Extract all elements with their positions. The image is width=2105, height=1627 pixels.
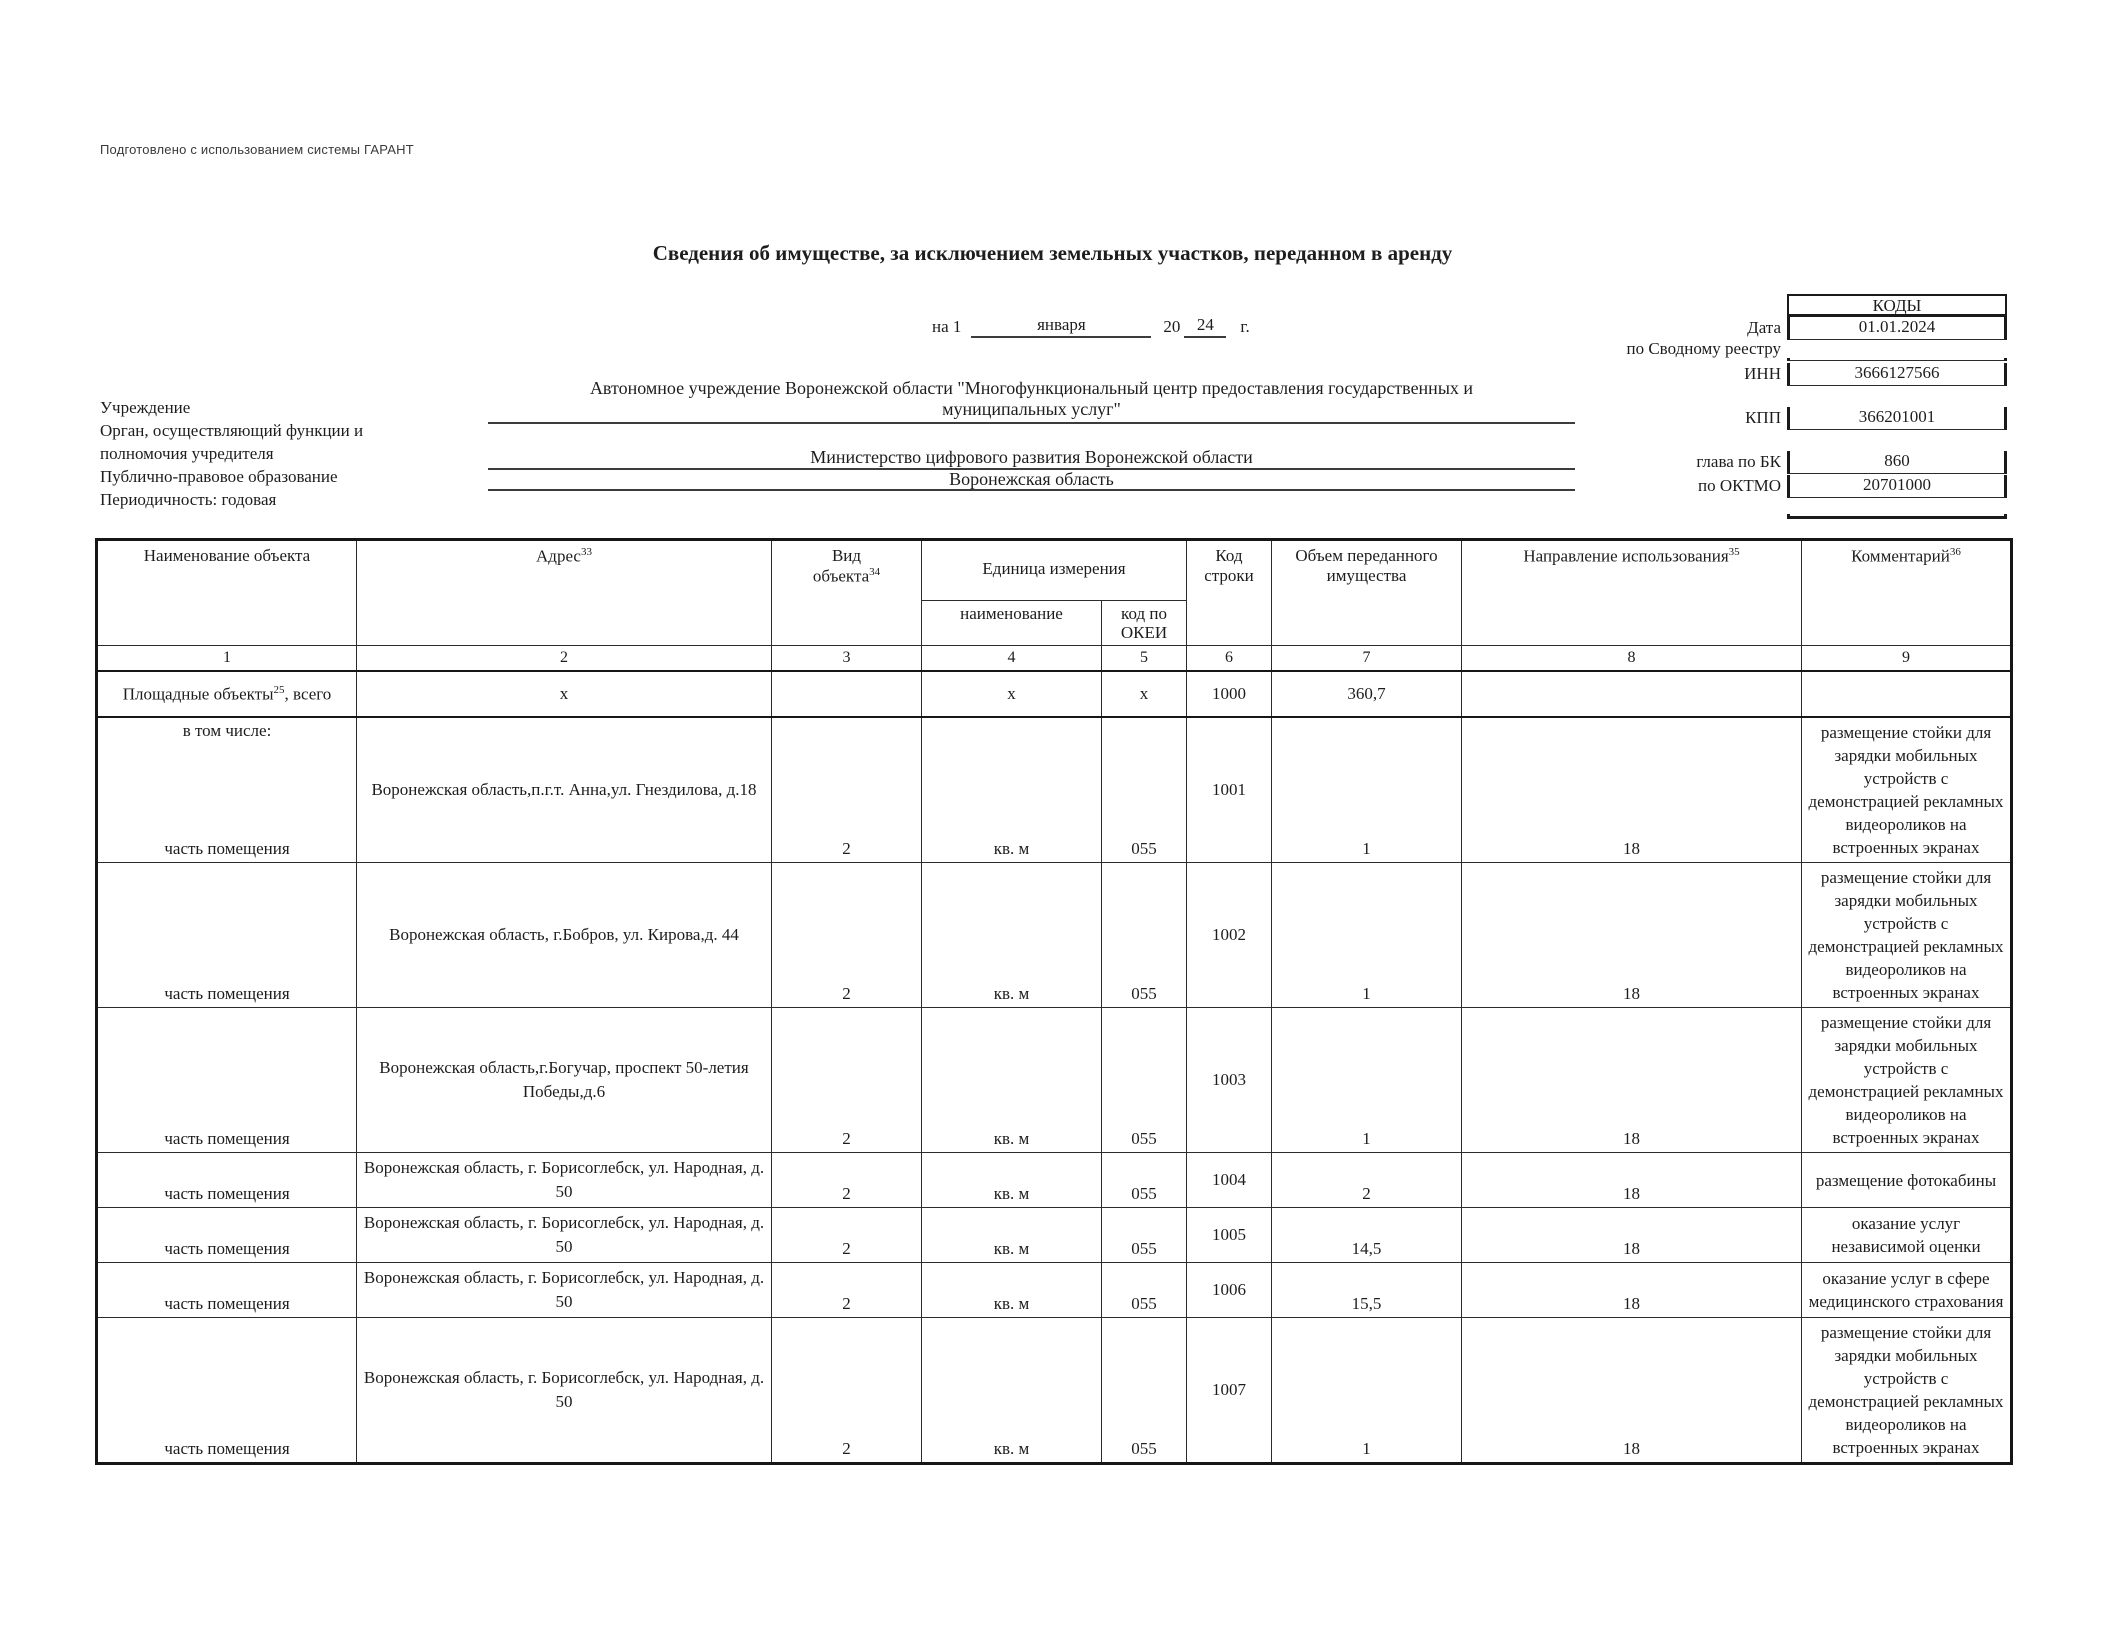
cell-code: 1006 xyxy=(1187,1263,1272,1318)
cell-comment: размещение фотокабины xyxy=(1802,1153,2012,1208)
codes-row-label: КПП xyxy=(1745,408,1781,427)
codes-row-value: 860 xyxy=(1787,451,2007,474)
founder-body-value: Министерство цифрового развития Воронежской области xyxy=(488,447,1575,470)
cell-summary-code: 1000 xyxy=(1187,671,1272,717)
label-periodicity: Периодичность: годовая xyxy=(100,490,277,509)
cell-name: часть помещения xyxy=(97,1008,357,1153)
cell-volume: 1 xyxy=(1272,1008,1462,1153)
cell-address: Воронежская область,п.г.т. Анна,ул. Гнездилова, д.18 xyxy=(357,717,772,863)
cell-kind: 2 xyxy=(772,1318,922,1464)
col-header-comment: Комментарий$^{36}$ xyxy=(1802,540,2012,646)
cell-summary-name: Площадные объекты$^{25}$, всего xyxy=(97,671,357,717)
cell-volume: 2 xyxy=(1272,1153,1462,1208)
col-header-unit-okei: код по ОКЕИ xyxy=(1102,601,1187,646)
column-number: 2 xyxy=(357,646,772,672)
cell-volume: 1 xyxy=(1272,863,1462,1008)
cell-summary-address: х xyxy=(357,671,772,717)
footnote-25: 25 xyxy=(273,683,285,696)
page-title: Сведения об имуществе, за исключением земельных участков, переданном в аренду xyxy=(652,241,1453,265)
cell-summary-comment xyxy=(1802,671,2012,717)
cell-summary-kind xyxy=(772,671,922,717)
codes-row-value: 20701000 xyxy=(1787,475,2007,498)
cell-okei: 055 xyxy=(1102,1318,1187,1464)
table-row xyxy=(97,1153,2012,1208)
column-numbers-row xyxy=(97,646,2012,672)
cell-name: часть помещения xyxy=(97,1263,357,1318)
column-number: 5 xyxy=(1102,646,1187,672)
cell-direction: 18 xyxy=(1462,863,1802,1008)
footnote-36: 36 xyxy=(1949,546,1961,558)
cell-okei: 055 xyxy=(1102,1153,1187,1208)
cell-okei: 055 xyxy=(1102,1008,1187,1153)
cell-direction: 18 xyxy=(1462,1318,1802,1464)
cell-direction: 18 xyxy=(1462,717,1802,863)
cell-address: Воронежская область, г.Бобров, ул. Кирова,д. 44 xyxy=(357,863,772,1008)
row-name: часть помещения xyxy=(164,839,290,858)
date-prefix: на 1 xyxy=(932,317,962,336)
table-row xyxy=(97,1318,2012,1464)
cell-name xyxy=(97,717,357,863)
codes-row-value xyxy=(1787,358,2007,361)
cell-direction: 18 xyxy=(1462,1153,1802,1208)
col-header-row-code: Код строки xyxy=(1187,540,1272,646)
cell-volume: 1 xyxy=(1272,1318,1462,1464)
cell-comment: размещение стойки для зарядки мобильных устройств с демонстрацией рекламных видеороликов на встроенных экранах xyxy=(1802,717,2012,863)
codes-row-label: по Сводному реестру xyxy=(1626,339,1781,358)
cell-unit: кв. м xyxy=(922,1208,1102,1263)
codes-row xyxy=(1200,317,2007,340)
table-header xyxy=(97,540,2012,672)
main-table-wrap xyxy=(95,538,2013,1465)
cell-kind: 2 xyxy=(772,1008,922,1153)
cell-name: часть помещения xyxy=(97,1318,357,1464)
codes-row-label: ИНН xyxy=(1744,364,1781,383)
table-row xyxy=(97,717,2012,863)
cell-summary-okei: х xyxy=(1102,671,1187,717)
column-number: 3 xyxy=(772,646,922,672)
col-header-unit-group: Единица измерения xyxy=(922,540,1187,601)
cell-direction: 18 xyxy=(1462,1263,1802,1318)
footnote-33: 33 xyxy=(580,546,592,558)
cell-name: часть помещения xyxy=(97,863,357,1008)
cell-unit: кв. м xyxy=(922,1008,1102,1153)
column-number: 6 xyxy=(1187,646,1272,672)
cell-address: Воронежская область, г. Борисоглебск, ул. Народная, д. 50 xyxy=(357,1153,772,1208)
cell-okei: 055 xyxy=(1102,863,1187,1008)
cell-unit: кв. м xyxy=(922,863,1102,1008)
cell-address: Воронежская область, г. Борисоглебск, ул. Народная, д. 50 xyxy=(357,1318,772,1464)
codes-row-value xyxy=(1787,514,2007,519)
col-header-unit-name: наименование xyxy=(922,601,1102,646)
column-number: 1 xyxy=(97,646,357,672)
cell-direction: 18 xyxy=(1462,1008,1802,1153)
table-row xyxy=(97,863,2012,1008)
cell-kind: 2 xyxy=(772,1153,922,1208)
info-labels xyxy=(100,396,395,511)
codes-row-value: 3666127566 xyxy=(1787,363,2007,386)
cell-comment: размещение стойки для зарядки мобильных устройств с демонстрацией рекламных видеороликов на встроенных экранах xyxy=(1802,1008,2012,1153)
cell-name: часть помещения xyxy=(97,1208,357,1263)
cell-summary-unit: х xyxy=(922,671,1102,717)
cell-address: Воронежская область,г.Богучар, проспект 50-летия Победы,д.6 xyxy=(357,1008,772,1153)
date-year-underline: 24 xyxy=(1184,315,1226,338)
codes-row-label: Дата xyxy=(1747,318,1781,337)
cell-code: 1003 xyxy=(1187,1008,1272,1153)
cell-unit: кв. м xyxy=(922,1153,1102,1208)
column-number: 7 xyxy=(1272,646,1462,672)
cell-code: 1001 xyxy=(1187,717,1272,863)
cell-volume: 1 xyxy=(1272,717,1462,863)
cell-okei: 055 xyxy=(1102,1208,1187,1263)
cell-code: 1007 xyxy=(1187,1318,1272,1464)
cell-kind: 2 xyxy=(772,1208,922,1263)
col-header-address: Адрес$^{33}$ xyxy=(357,540,772,646)
table-row xyxy=(97,1208,2012,1263)
codes-row-label: глава по БК xyxy=(1696,452,1781,471)
table-row xyxy=(97,1008,2012,1153)
cell-summary-direction xyxy=(1462,671,1802,717)
codes-row xyxy=(1200,340,2007,361)
codes-row-label: по ОКТМО xyxy=(1697,476,1781,495)
codes-row xyxy=(1200,498,2007,519)
footnote-35: 35 xyxy=(1728,546,1740,558)
group-label: в том числе: xyxy=(182,721,272,740)
column-number: 4 xyxy=(922,646,1102,672)
codes-row-value: 366201001 xyxy=(1787,407,2007,430)
cell-code: 1005 xyxy=(1187,1208,1272,1263)
cell-okei: 055 xyxy=(1102,1263,1187,1318)
codes-header: КОДЫ xyxy=(1787,294,2007,317)
date-suffix: г. xyxy=(1240,317,1250,336)
footnote-34: 34 xyxy=(869,566,881,578)
cell-summary-volume: 360,7 xyxy=(1272,671,1462,717)
institution-value: Автономное учреждение Воронежской области "Многофункциональный центр предоставления государственных и муниципальных услуг" xyxy=(488,378,1575,424)
cell-comment: оказание услуг в сфере медицинского страхования xyxy=(1802,1263,2012,1318)
cell-kind: 2 xyxy=(772,1263,922,1318)
label-institution: Учреждение xyxy=(100,398,191,417)
cell-kind: 2 xyxy=(772,717,922,863)
property-table xyxy=(95,538,2013,1465)
col-header-kind: Вид объекта$^{34}$ xyxy=(772,540,922,646)
summary-row xyxy=(97,671,2012,717)
cell-okei: 055 xyxy=(1102,717,1187,863)
cell-comment: размещение стойки для зарядки мобильных устройств с демонстрацией рекламных видеороликов на встроенных экранах xyxy=(1802,863,2012,1008)
codes-row-value: 01.01.2024 xyxy=(1787,314,2007,340)
table-row xyxy=(97,1263,2012,1318)
column-number: 8 xyxy=(1462,646,1802,672)
cell-code: 1004 xyxy=(1187,1153,1272,1208)
cell-address: Воронежская область, г. Борисоглебск, ул. Народная, д. 50 xyxy=(357,1208,772,1263)
cell-kind: 2 xyxy=(772,863,922,1008)
cell-unit: кв. м xyxy=(922,717,1102,863)
col-header-direction: Направление использования$^{35}$ xyxy=(1462,540,1802,646)
label-public-entity: Публично-правовое образование xyxy=(100,467,338,486)
col-header-volume: Объем переданного имущества xyxy=(1272,540,1462,646)
cell-volume: 15,5 xyxy=(1272,1263,1462,1318)
table-body xyxy=(97,671,2012,1464)
cell-direction: 18 xyxy=(1462,1208,1802,1263)
cell-comment: размещение стойки для зарядки мобильных устройств с демонстрацией рекламных видеороликов на встроенных экранах xyxy=(1802,1318,2012,1464)
column-number: 9 xyxy=(1802,646,2012,672)
date-year-prefix: 20 xyxy=(1163,317,1181,336)
cell-volume: 14,5 xyxy=(1272,1208,1462,1263)
cell-code: 1002 xyxy=(1187,863,1272,1008)
label-founder-body: Орган, осуществляющий функции и полномочия учредителя xyxy=(100,421,364,463)
cell-address: Воронежская область, г. Борисоглебск, ул. Народная, д. 50 xyxy=(357,1263,772,1318)
cell-name: часть помещения xyxy=(97,1153,357,1208)
date-month-underline: января xyxy=(971,315,1151,338)
codes-row-label xyxy=(1200,517,1787,519)
col-header-name: Наименование объекта xyxy=(97,540,357,646)
public-entity-value: Воронежская область xyxy=(488,469,1575,491)
cell-comment: оказание услуг независимой оценки xyxy=(1802,1208,2012,1263)
cell-unit: кв. м xyxy=(922,1318,1102,1464)
garant-watermark: Подготовлено с использованием системы ГАРАНТ xyxy=(100,142,414,157)
cell-unit: кв. м xyxy=(922,1263,1102,1318)
